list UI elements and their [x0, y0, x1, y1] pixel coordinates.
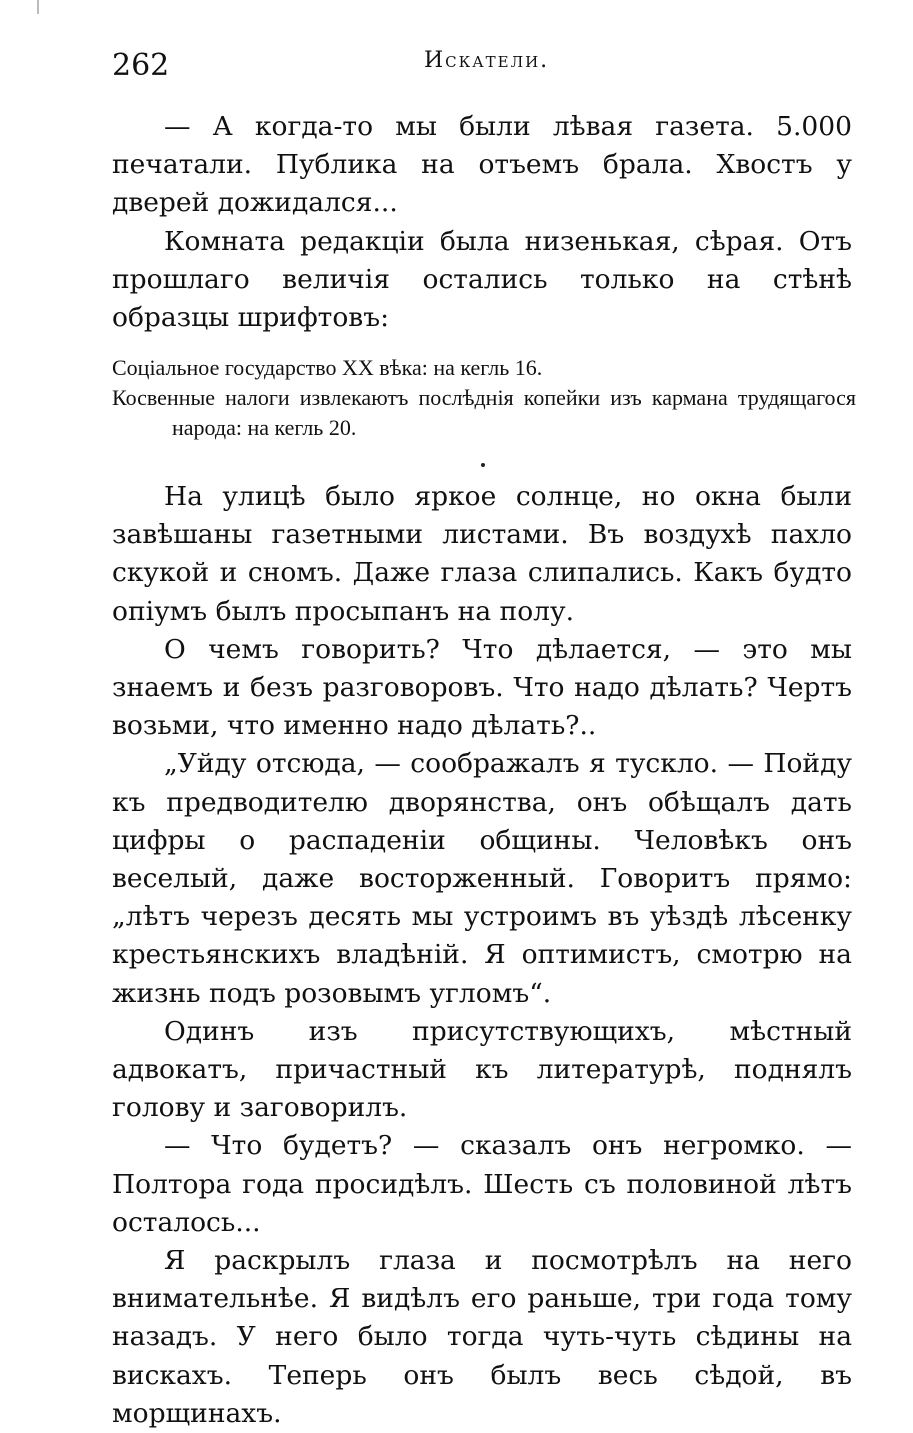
paragraph: Я раскрылъ глаза и посмотрѣлъ на него внимательнѣе. Я видѣлъ его раньше, три года тому назадъ. У него было тогда чуть-чуть сѣдины на вискахъ. Теперь онъ былъ весь сѣдой, въ морщинахъ.: [112, 1245, 852, 1429]
page-number: 262: [112, 48, 170, 83]
paragraph: — А когда-то мы были лѣвая газета. 5.000 печатали. Публика на отъемъ брала. Хвостъ у дверей дожидался...: [112, 111, 852, 219]
scan-edge-mark: [37, 0, 39, 14]
print-speck: [481, 463, 485, 467]
paragraph: На улицѣ было яркое солнце, но окна были завѣшаны газетными листами. Въ воздухѣ пахло скукой и сномъ. Даже глаза слипались. Какъ будто опіумъ былъ просыпанъ на полу.: [112, 481, 852, 627]
paragraph: „Уйду отсюда, — соображалъ я тускло. — Пойду къ предводителю дворянства, онъ обѣщалъ дать цифры о распаденіи общины. Человѣкъ онъ веселый, даже восторженный. Говоритъ прямо: „лѣтъ черезъ десять мы устроимъ въ уѣздѣ лѣсенку крестьянскихъ владѣній. Я оптимистъ, смотрю на жизнь подъ розовымъ угломъ“.: [112, 748, 852, 1009]
font-sample: Соціальное государство XX вѣка: на кегль 16.: [112, 355, 543, 380]
font-samples: [112, 353, 856, 443]
running-title: Искатели.: [424, 48, 550, 73]
paragraph: Одинъ изъ присутствующихъ, мѣстный адвокатъ, причастный къ литературѣ, поднялъ голову и заговорилъ.: [112, 1015, 852, 1124]
paragraph: О чемъ говорить? Что дѣлается, — это мы знаемъ и безъ разговоровъ. Что надо дѣлать? Чертъ возьми, что именно надо дѣлать?..: [112, 633, 852, 742]
paragraph: — Что будетъ? — сказалъ онъ негромко. — Полтора года просидѣлъ. Шесть съ половиной лѣтъ осталось...: [112, 1130, 852, 1238]
font-sample: Косвенные налоги извлекаютъ послѣднія копейки изъ кармана трудящагося народа: на кегль 20.: [112, 385, 856, 440]
paragraph: Комната редакціи была низенькая, сѣрая. Отъ прошлаго величія остались только на стѣнѣ образцы шрифтовъ:: [112, 225, 852, 334]
page-header: [112, 40, 852, 90]
text-block-top: [112, 108, 852, 337]
text-block-bottom: [112, 478, 852, 1433]
